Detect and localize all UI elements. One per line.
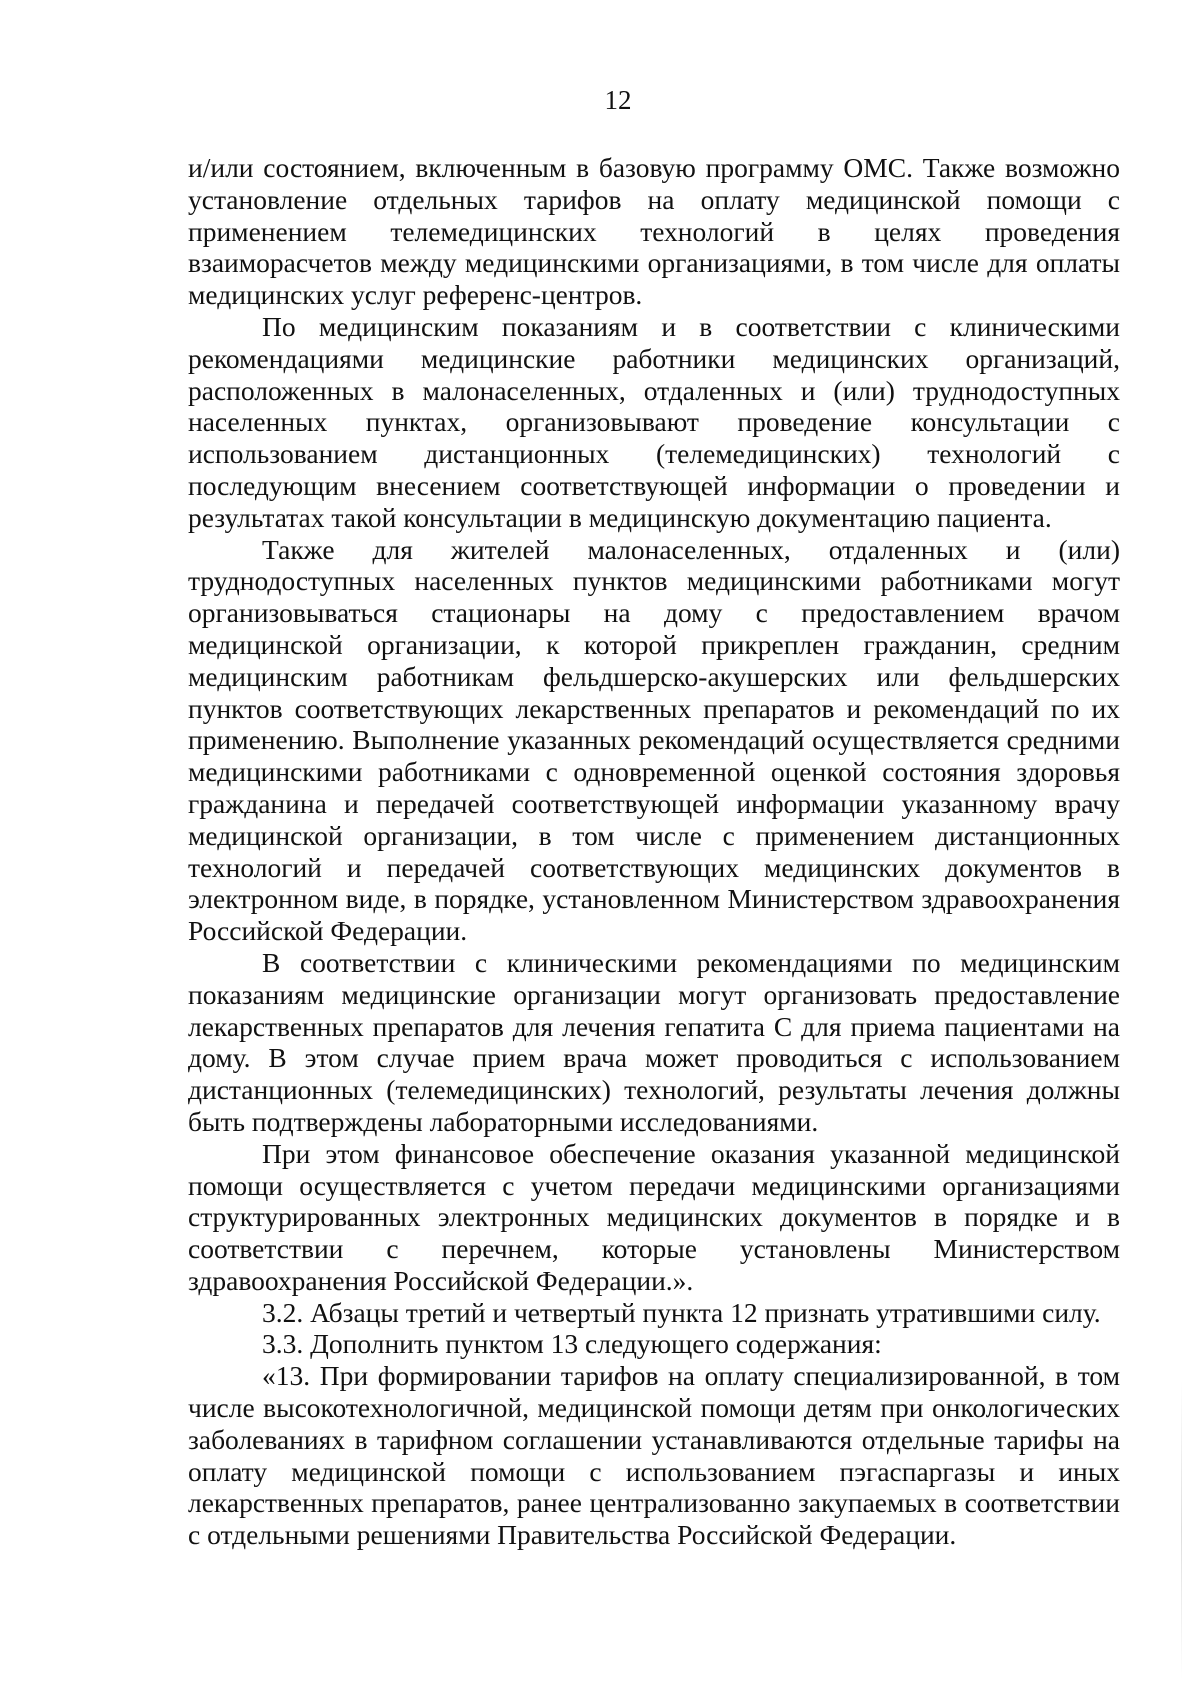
paragraph-financing: При этом финансовое обеспечение оказания указанной медицинской помощи осуществляется с учетом передачи медицинскими организациями структурированных электронных медицинских документов в порядке и в соответствии с перечнем, которые установлены Министерством здравоохранения Российской Федерации.». xyxy=(188,1137,1120,1296)
paragraph-item-3-2: 3.2. Абзацы третий и четвертый пункта 12 признать утратившими силу. xyxy=(262,1296,1101,1328)
paragraph-continuation: и/или состоянием, включенным в базовую программу ОМС. Также возможно установление отдельных тарифов на оплату медицинской помощи с применением телемедицинских технологий в целях проведения взаиморасчетов между медицинскими организациями, в том числе для оплаты медицинских услуг референс-центров. xyxy=(188,152,1120,311)
paragraph-item-3-3: 3.3. Дополнить пунктом 13 следующего содержания: xyxy=(262,1328,882,1360)
paragraph-home-hospital: Также для жителей малонаселенных, отдаленных и (или) труднодоступных населенных пунктов медицинскими работниками могут организовываться стационары на дому с предоставлением врачом медицинской организации, к которой прикреплен гражданин, средним медицинским работникам фельдшерско-акушерских или фельдшерских пунктов соответствующих лекарственных препаратов и рекомендаций по их применению. Выполнение указанных рекомендаций осуществляется средними медицинскими работниками с одновременной оценкой состояния здоровья гражданина и передачей соответствующей информации указанному врачу медицинской организации, в том числе с применением дистанционных технологий и передачей соответствующих медицинских документов в электронном виде, в порядке, установленном Министерством здравоохранения Российской Федерации. xyxy=(188,533,1120,947)
page-number: 12 xyxy=(604,85,632,115)
scan-edge-artifact xyxy=(1181,1380,1182,1680)
document-body xyxy=(188,152,1120,1551)
paragraph-telemedicine-consultation: По медицинским показаниям и в соответствии с клиническими рекомендациями медицинские работники медицинских организаций, расположенных в малонаселенных, отдаленных и (или) труднодоступных населенных пунктах, организовывают проведение консультации с использованием дистанционных (телемедицинских) технологий с последующим внесением соответствующей информации о проведении и результатах такой консультации в медицинскую документацию пациента. xyxy=(188,310,1120,533)
paragraph-hepatitis-c: В соответствии с клиническими рекомендациями по медицинским показаниям медицинские организации могут организовать предоставление лекарственных препаратов для лечения гепатита С для приема пациентами на дому. В этом случае прием врача может проводиться с использованием дистанционных (телемедицинских) технологий, результаты лечения должны быть подтверждены лабораторными исследованиями. xyxy=(188,946,1120,1137)
paragraph-item-13: «13. При формировании тарифов на оплату специализированной, в том числе высокотехнологичной, медицинской помощи детям при онкологических заболеваниях в тарифном соглашении устанавливаются отдельные тарифы на оплату медицинской помощи с использованием пэгаспаргазы и иных лекарственных препаратов, ранее централизованно закупаемых в соответствии с отдельными решениями Правительства Российской Федерации. xyxy=(188,1360,1120,1551)
